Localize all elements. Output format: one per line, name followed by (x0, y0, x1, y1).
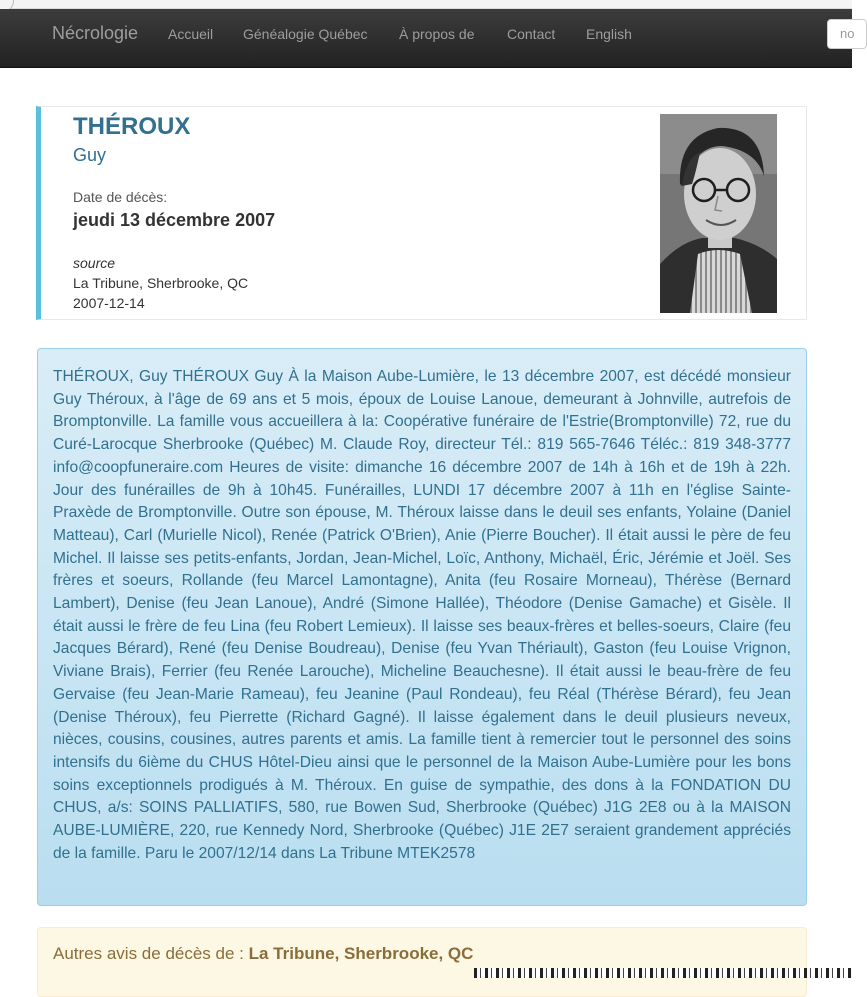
search-input[interactable]: no (827, 19, 867, 49)
death-date-label: Date de décès: (73, 189, 168, 205)
other-notices-panel (37, 927, 807, 997)
nav-link-genealogie[interactable]: Généalogie Québec (243, 26, 368, 42)
death-date: jeudi 13 décembre 2007 (73, 210, 276, 230)
source-name: La Tribune, Sherbrooke, QC (73, 275, 249, 291)
deceased-photo (660, 114, 777, 313)
deceased-card (36, 106, 807, 320)
source-label: source (73, 255, 116, 271)
source-date: 2007-12-14 (73, 295, 145, 311)
other-notices-prefix: Autres avis de décès de : (53, 944, 249, 963)
nav-link-contact[interactable]: Contact (507, 26, 556, 42)
browser-top-strip (0, 0, 852, 9)
other-notices-source[interactable]: La Tribune, Sherbrooke, QC (248, 944, 474, 963)
navbar-brand[interactable]: Nécrologie (52, 23, 139, 43)
obituary-text: THÉROUX, Guy THÉROUX Guy À la Maison Aube-Lumière, le 13 décembre 2007, est décédé monsieur Guy Théroux, à l'âge de 69 ans et 5 mois, époux de Louise Lanoue, demeurant à Johnville, autrefois de Bromptonville. La famille vous accueillera à la: Coopérative funéraire de l'Estrie(Bromptonville) 72, rue du Curé-Larocque Sherbrooke (Québec) M. Claude Roy, directeur Tél.: 819 565-7646 Téléc.: 819 348-3777 info@coopfuneraire.com Heures de visite: dimanche 16 décembre 2007 de 14h à 16h et de 19h à 22h. Jour des funérailles de 9h à 10h45. Funérailles, LUNDI 17 décembre 2007 à 11h en l'église Sainte-Praxède de Bromptonville. Outre son épouse, M. Théroux laisse dans le deuil ses enfants, Yolaine (Daniel Matteau), Carl (Murielle Nicol), Renée (Patrick O'Brien), Anie (Pierre Boucher). Il était aussi le père de feu Michel. Il laisse ses petits-enfants, Jordan, Jean-Michel, Loïc, Anthony, Michaël, Éric, Jérémie et Joël. Ses frères et soeurs, Rollande (feu Marcel Lamontagne), Anita (feu Rosaire Morneau), Thérèse (Bernard Lambert), Denise (feu Jean Lanoue), André (Simone Hallée), Théodore (Denise Gamache) et Gisèle. Il était aussi le frère de feu Lina (feu Robert Lemieux). Il laisse ses beaux-frères et belles-soeurs, Claire (feu Jacques Bérard), René (feu Denise Boudreau), Denise (feu Yvan Thériault), Gaston (feu Louise Vrignon, Viviane Brais), Ferrier (feu Renée Larouche), Micheline Beauchesne). Il était aussi le beau-frère de feu Gervaise (feu Jean-Marie Rameau), feu Jeanine (Paul Rondeau), feu Réal (Thérèse Bérard), feu Jean (Denise Théroux), feu Pierrette (Richard Gagné). Il laisse également dans le deuil plusieurs neveux, nièces, cousins, cousines, autres parents et amis. La famille tient à remercier tout le personnel des soins intensifs du 6ième du CHUS Hôtel-Dieu ainsi que le personnel de la Maison Aube-Lumière pour les bons soins exceptionnels prodigués à M. Théroux. En guise de sympathie, des dons à la FONDATION DU CHUS, a/s: SOINS PALLIATIFS, 580, rue Bowen Sud, Sherbrooke (Québec) J1G 2E8 ou à la MAISON AUBE-LUMIÈRE, 220, rue Kennedy Nord, Sherbrooke (Québec) J1E 2E7 seraient grandement appréciés de la famille. Paru le 2007/12/14 dans La Tribune MTEK2578 (53, 368, 791, 862)
nav-link-english[interactable]: English (586, 26, 632, 42)
deceased-last-name: THÉROUX (73, 113, 191, 140)
cropped-content-image (474, 968, 852, 978)
nav-link-accueil[interactable]: Accueil (168, 26, 214, 42)
obituary-notice (37, 348, 807, 906)
portrait-image (660, 114, 777, 313)
deceased-first-name: Guy (73, 145, 107, 165)
nav-link-a-propos[interactable]: À propos de (399, 26, 475, 42)
navbar (0, 9, 855, 68)
